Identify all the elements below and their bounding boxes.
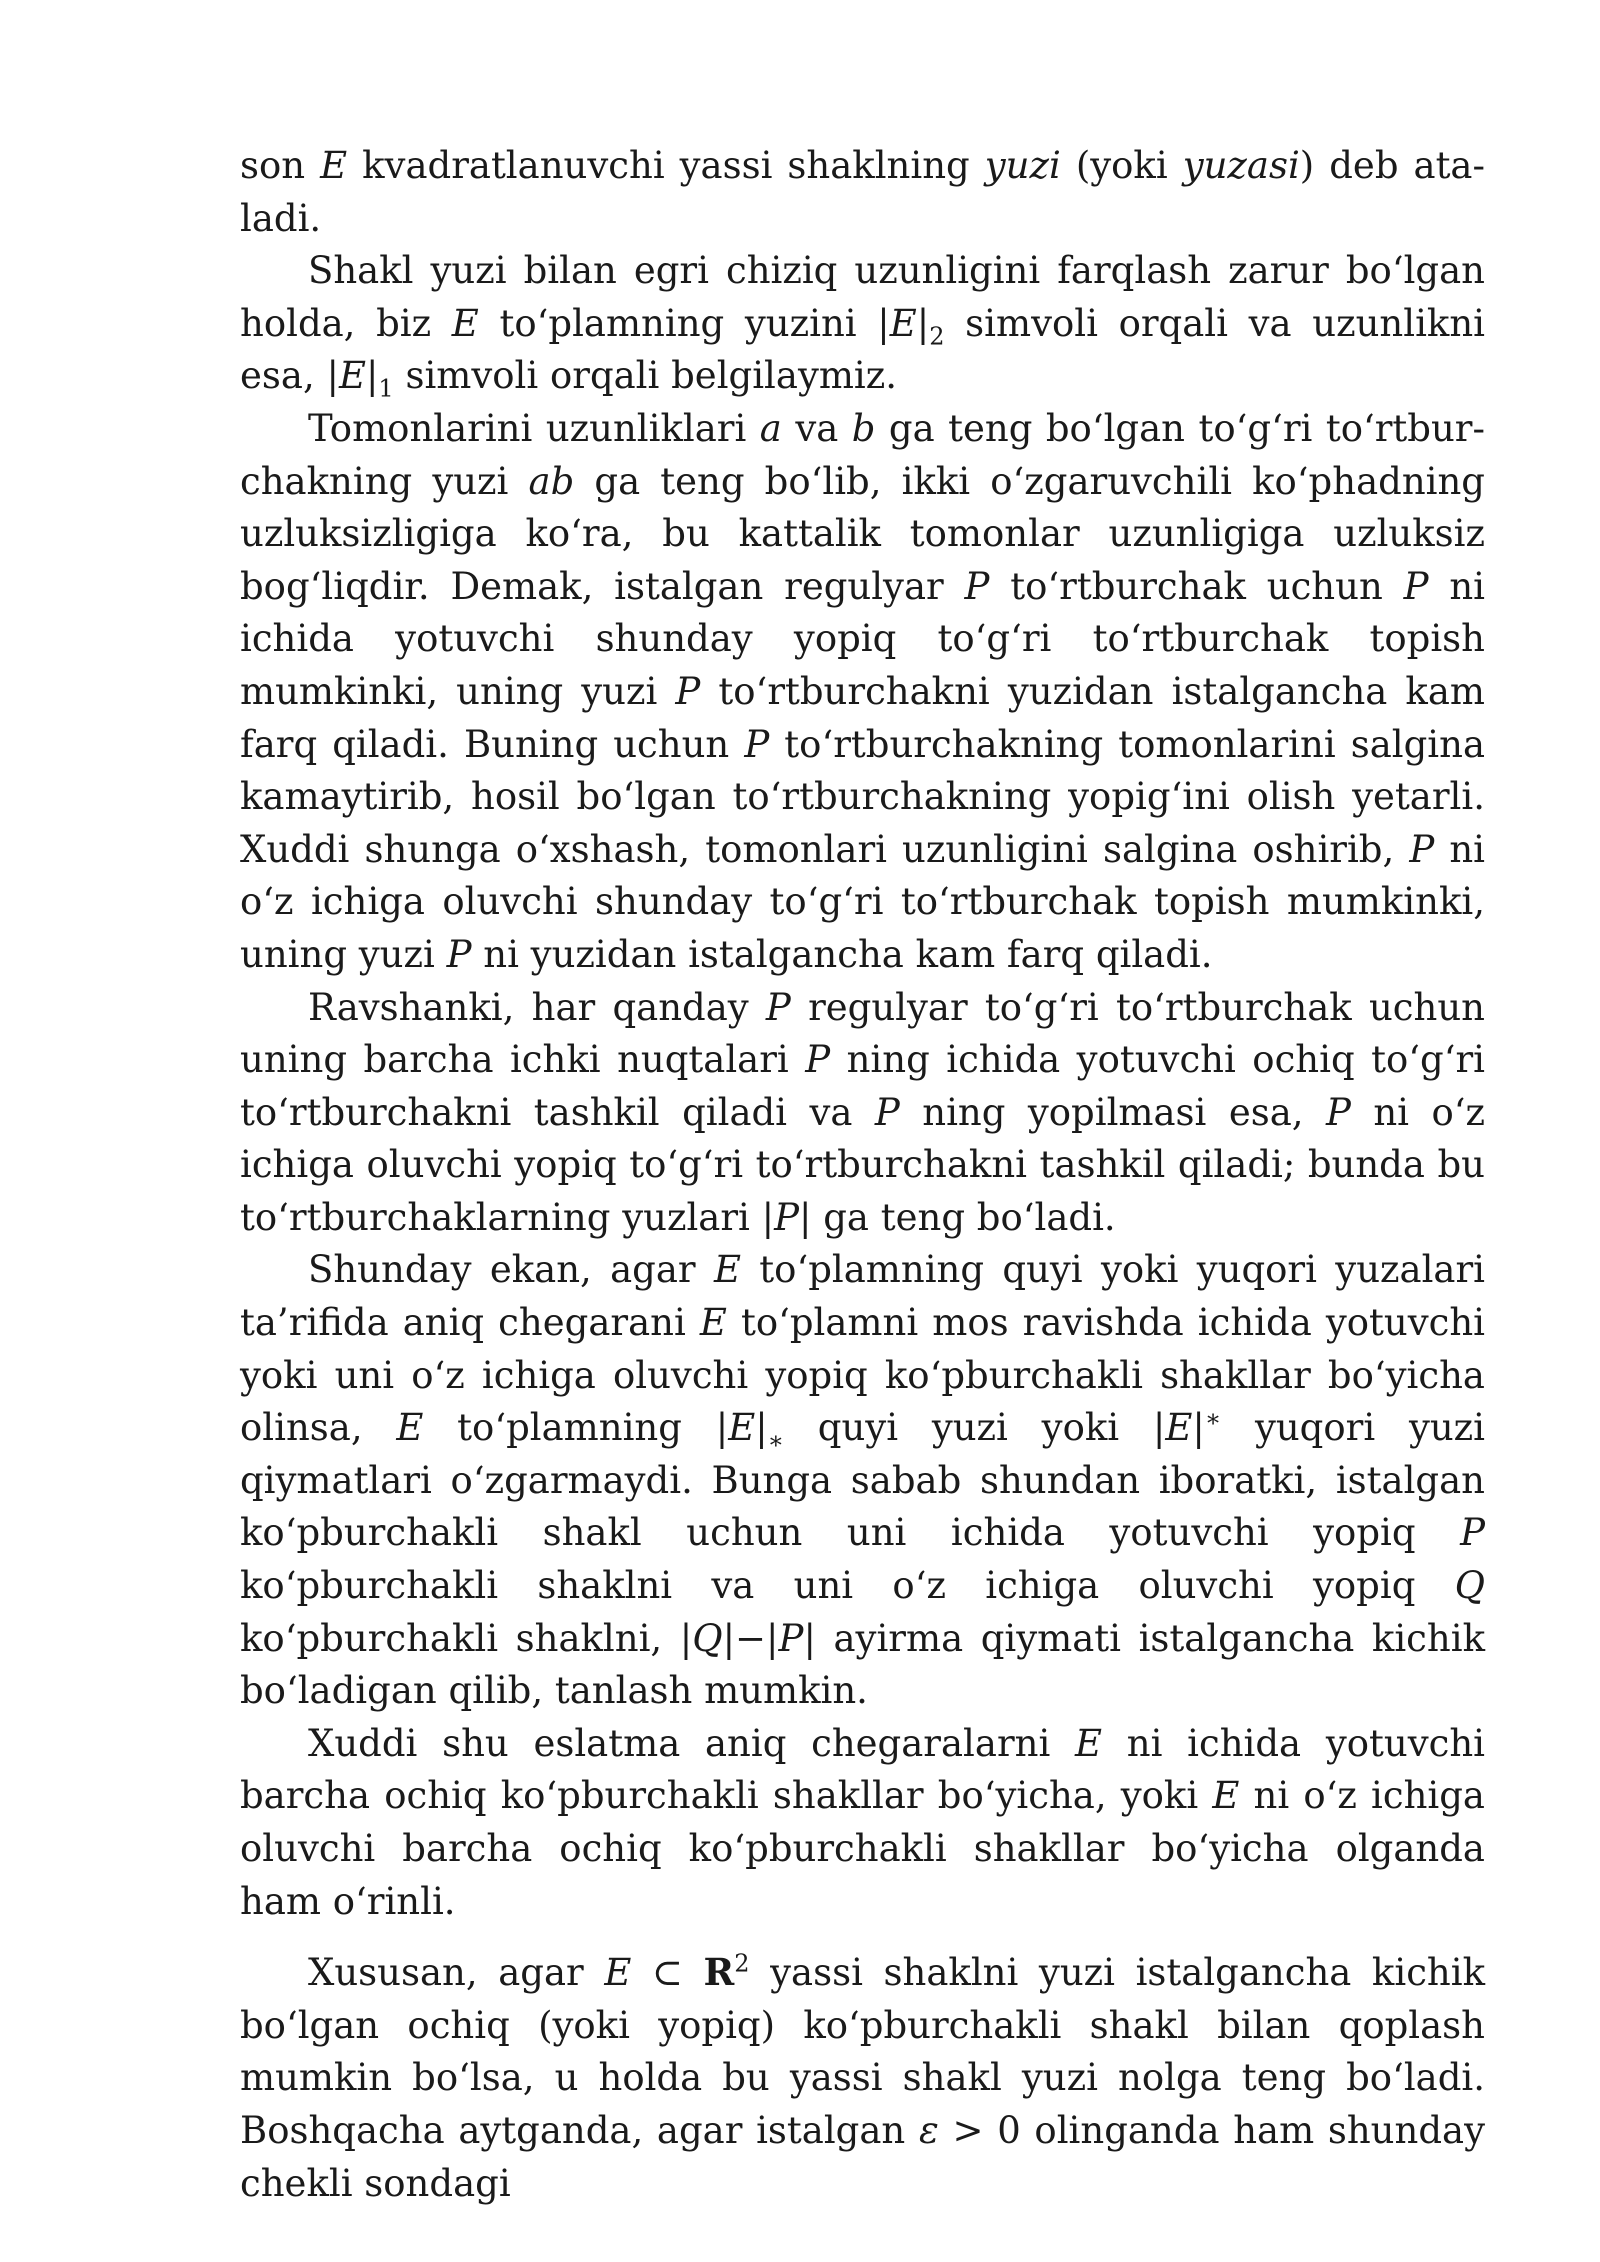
text-run: ning yopilmasi esa, (899, 1090, 1326, 1134)
text-run: | (365, 354, 379, 398)
text-run: quyi yuzi yoki | (783, 1406, 1166, 1450)
text-run: Xususan, agar (308, 1951, 605, 1995)
text-run: ni ichida yotuvchi barcha ochiq ko‘pburchakli shakllar bo‘yicha, yoki (240, 1721, 1485, 1818)
paragraph-interior-closure (240, 982, 1485, 1245)
math-symbol: E (699, 1301, 727, 1345)
subscript: 2 (929, 322, 945, 351)
math-symbol: E (451, 301, 479, 345)
math-symbol: E (728, 1406, 756, 1450)
math-symbol: E (396, 1406, 424, 1450)
paragraph-continuation (240, 140, 1485, 245)
paragraph-zero-area (240, 1946, 1485, 2210)
text-run: to‘rtburchakning tomonlarini salgina kamaytirib, hosil bo‘lgan to‘rtburchakning yopig‘ini olish yetarli. Xuddi shunga o‘xshash, tomonlari uzunligini salgina oshirib, (240, 722, 1485, 871)
math-symbol: E (1165, 1406, 1193, 1450)
text-run: | ayirma qiymati istalgancha kichik bo‘ladigan qilib, tanlash mumkin. (240, 1616, 1485, 1713)
math-symbol: b (851, 406, 876, 450)
text-run: ko‘pburchakli shaklni va uni o‘z ichiga oluvchi yopiq (240, 1564, 1455, 1608)
text-run: regulyar to‘g‘ri to‘rtburchak uchun uning barcha ichki nuqtalari (240, 985, 1485, 1082)
math-symbol: E (604, 1951, 632, 1995)
text-run: to‘rtburchakni yuzidan istalgancha kam farq qiladi. Buning uchun (240, 669, 1485, 766)
text-run: Shunday ekan, agar (308, 1248, 714, 1292)
text-run: |−| (722, 1616, 779, 1660)
math-symbol: E (320, 144, 348, 187)
math-symbol: ab (528, 459, 575, 503)
text-run: to‘plamning yuzini | (478, 301, 890, 345)
math-symbol: Q (1454, 1564, 1485, 1608)
text-run: kvadratlanuvchi yassi shaklning (347, 144, 985, 187)
text-run: simvoli orqali belgilaymiz. (393, 354, 898, 398)
math-symbol: P (805, 1038, 831, 1082)
math-symbol: P (744, 722, 770, 766)
text-run: to‘plamning quyi yoki yuqori yuzalari ta’rifida aniq chegarani (240, 1248, 1485, 1345)
text-run: ) deb ataladi. (240, 144, 1486, 240)
paragraph-lower-upper-area (240, 1244, 1485, 1717)
text-run: ni ichida yotuvchi shunday yopiq to‘g‘ri to‘rtburchak topish mumkinki, uning yuzi (240, 564, 1485, 713)
text-run: ko‘pburchakli shaklni, | (240, 1616, 693, 1660)
text-run: yuqori yuzi qiymatlari o‘zgarmaydi. Bunga sabab shundan iboratki, istalgan ko‘pburchakli shakl uchun uni ichida yotuvchi yopiq (240, 1406, 1486, 1555)
math-symbol: P (675, 669, 701, 713)
text-run: ni yuzidan istalgancha kam farq qiladi. (471, 932, 1213, 976)
math-symbol: P (1403, 564, 1429, 608)
math-symbol: P (774, 1195, 799, 1239)
paragraph-rectangle-area (240, 403, 1485, 982)
math-symbol: E (1075, 1721, 1103, 1765)
math-symbol: a (759, 406, 782, 450)
emphasis-term: yuzasi (1182, 144, 1300, 187)
text-run: to‘plamni mos ravishda ichida yotuvchi yoki uni o‘z ichiga oluvchi yopiq ko‘pburchakli shakllar bo‘yicha olinsa, (240, 1301, 1485, 1450)
paragraph-open-polygons (240, 1718, 1485, 1928)
math-symbol: P (1460, 1511, 1485, 1555)
math-symbol: P (778, 1616, 804, 1660)
text-run: ni o‘z ichiga oluvchi yopiq to‘g‘ri to‘rtburchakni tashkil qiladi; bunda bu to‘rtburchaklarning yuzlari | (240, 1090, 1485, 1239)
text-run: ning ichida yotuvchi ochiq to‘g‘ri to‘rtburchakni tashkil qiladi va (240, 1038, 1485, 1134)
text-run: > 0 olinganda ham shunday chekli sondagi (240, 2108, 1485, 2205)
math-symbol: P (446, 932, 472, 976)
text-run: Shakl yuzi bilan egri chiziq uzunligini farqlash zarur bo‘lgan holda, biz (240, 249, 1485, 345)
math-symbol: P (964, 564, 990, 608)
math-symbol: ε (918, 2108, 939, 2152)
math-symbol: P (874, 1090, 900, 1134)
text-run: ⊂ (631, 1951, 704, 1995)
text-run: son (240, 144, 321, 187)
math-symbol: Q (692, 1616, 723, 1660)
math-symbol: E (713, 1248, 741, 1292)
math-symbol: P (1325, 1090, 1351, 1134)
math-symbol: P (1409, 827, 1435, 871)
bold-symbol: R (703, 1950, 735, 1995)
math-symbol: P (765, 985, 791, 1029)
math-symbol: E (889, 301, 917, 345)
text-run: yassi shaklni yuzi istalgancha kichik bo‘lgan ochiq (yoki yopiq) ko‘pburchakli shakl bilan qoplash mumkin bo‘lsa, u holda bu yassi shakl yuzi nolga teng bo‘ladi. Boshqacha aytganda, agar istalgan (240, 1951, 1485, 2152)
text-run: | (1192, 1406, 1205, 1450)
text-run: va (781, 406, 852, 450)
text-run: ni o‘z ichiga oluvchi barcha ochiq ko‘pburchakli shakllar bo‘yicha olganda ham o‘rinli. (240, 1774, 1485, 1923)
text-run: | (916, 301, 930, 345)
text-run: ga teng bo‘lib, ikki o‘zgaruvchili ko‘phadning uzluksizligiga ko‘ra, bu kattalik tomonlar uzunligiga uzluksiz bog‘liqdir. Demak, istalgan regulyar (240, 459, 1485, 608)
text-run: Ravshanki, har qanday (308, 985, 766, 1029)
text-run: ni o‘z ichiga oluvchi shunday to‘g‘ri to‘rtburchak topish mumkinki, uning yuzi (240, 827, 1485, 976)
superscript: ∗ (1204, 1404, 1222, 1433)
text-run: to‘rtburchak uchun (989, 564, 1404, 608)
math-symbol: E (338, 354, 366, 398)
text-run: to‘plamning | (423, 1406, 729, 1450)
text-run: Xuddi shu eslatma aniq chegaralarni (308, 1721, 1076, 1765)
subscript: ∗ (767, 1426, 784, 1455)
page-body (240, 140, 1485, 2210)
superscript: 2 (734, 1949, 750, 1978)
text-run: (yoki (1060, 144, 1183, 187)
text-run: Tomonlarini uzunliklari (308, 406, 760, 450)
paragraph-notation (240, 245, 1485, 403)
subscript: 1 (378, 374, 394, 403)
math-symbol: E (1212, 1774, 1240, 1818)
text-run: ga teng bo‘lgan to‘g‘ri to‘rtburchakning yuzi (240, 406, 1485, 503)
emphasis-term: yuzi (984, 144, 1061, 187)
text-run: | (755, 1406, 768, 1450)
text-run: simvoli orqali va uzunlikni esa, | (240, 301, 1485, 398)
text-run: | ga teng bo‘ladi. (799, 1195, 1116, 1239)
